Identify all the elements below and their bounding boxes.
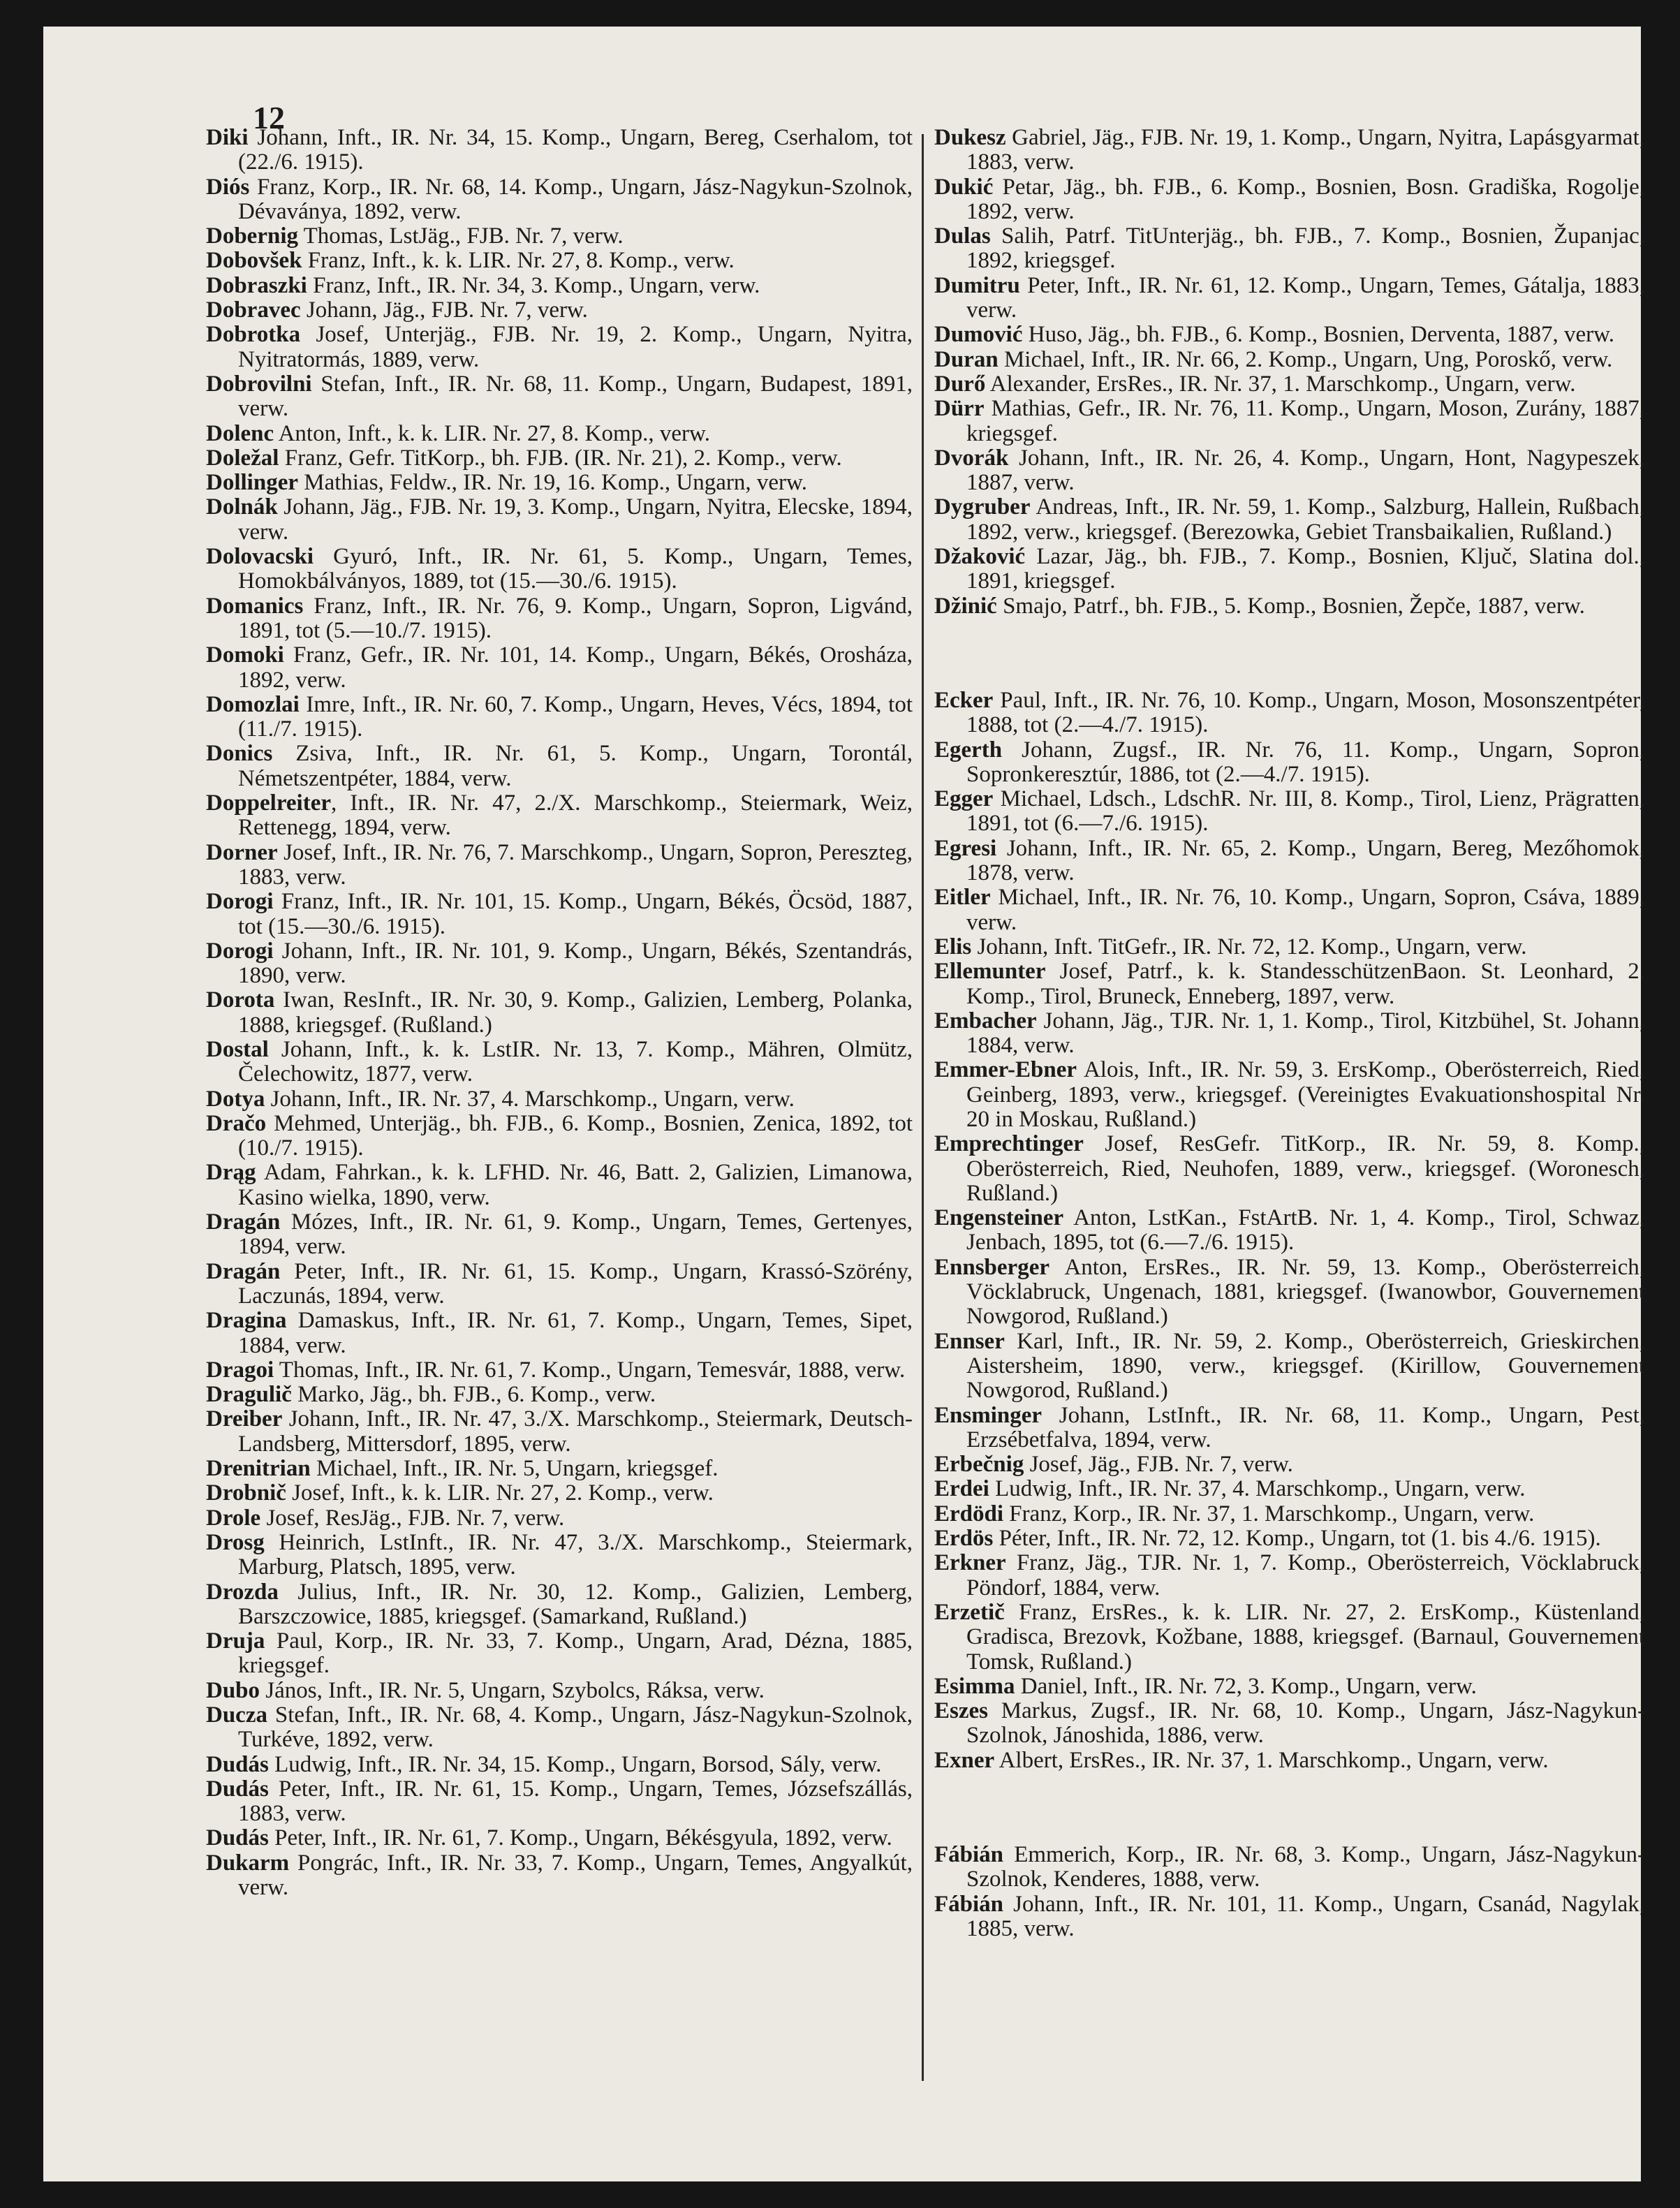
- entry-details: Iwan, ResInft., IR. Nr. 30, 9. Komp., Galizien, Lemberg, Polanka, 1888, kriegsgef. (Rußland.): [238, 987, 913, 1038]
- entry-details: Markus, Zugsf., IR. Nr. 68, 10. Komp., Ungarn, Jász-Nagykun-Szolnok, Jánoshida, 1886, verw.: [966, 1698, 1645, 1749]
- list-entry: [934, 1330, 1645, 1404]
- entry-details: Paul, Korp., IR. Nr. 33, 7. Komp., Ungarn, Arad, Dézna, 1885, kriegsgef.: [238, 1628, 913, 1679]
- entry-surname: Elis: [934, 934, 972, 959]
- list-entry: [934, 738, 1645, 788]
- entry-surname: Dubo: [206, 1677, 260, 1703]
- entry-surname: Dvorák: [934, 445, 1009, 471]
- entry-surname: Dudás: [206, 1751, 269, 1777]
- section-gap: [934, 619, 1645, 689]
- left-column: [206, 126, 913, 1900]
- list-entry: [206, 939, 913, 989]
- list-entry: [934, 1058, 1645, 1132]
- list-entry: [934, 885, 1645, 935]
- entry-details: Thomas, LstJäg., FJB. Nr. 7, verw.: [298, 223, 624, 249]
- entry-details: Michael, Inft., IR. Nr. 66, 2. Komp., Ungarn, Ung, Poroskő, verw.: [998, 346, 1613, 372]
- list-entry: [934, 1526, 1645, 1551]
- list-entry: [206, 1531, 913, 1580]
- entry-surname: Drąg: [206, 1160, 256, 1186]
- entry-surname: Eitler: [934, 885, 991, 911]
- entry-surname: Dygruber: [934, 494, 1031, 520]
- entry-details: Anton, ErsRes., IR. Nr. 59, 13. Komp., Oberösterreich, Vöcklabruck, Ungenach, 1881, kriegsgef. (Iwanowbor, Gouvernement Nowgorod, Rußland.): [966, 1254, 1645, 1330]
- list-entry: [206, 1777, 913, 1827]
- entry-details: Franz, Korp., IR. Nr. 68, 14. Komp., Ungarn, Jász-Nagykun-Szolnok, Dévaványa, 1892, verw.: [238, 174, 913, 224]
- entry-details: Peter, Inft., IR. Nr. 61, 7. Komp., Ungarn, Békésgyula, 1892, verw.: [268, 1825, 892, 1851]
- entry-surname: Erkner: [934, 1550, 1006, 1576]
- list-entry: [206, 1407, 913, 1457]
- entry-details: Petar, Jäg., bh. FJB., 6. Komp., Bosnien, Bosn. Gradiška, Rogolje, 1892, verw.: [966, 174, 1645, 224]
- list-entry: [206, 422, 913, 446]
- entry-details: Peter, Inft., IR. Nr. 61, 12. Komp., Ungarn, Temes, Gátalja, 1883, verw.: [966, 272, 1645, 323]
- entry-surname: Ellemunter: [934, 959, 1046, 985]
- list-entry: [934, 175, 1645, 225]
- list-entry: [206, 372, 913, 422]
- entry-details: Mehmed, Unterjäg., bh. FJB., 6. Komp., Bosnien, Zenica, 1892, tot (10./7. 1915).: [238, 1110, 913, 1161]
- entry-surname: Drozda: [206, 1579, 279, 1605]
- entry-surname: Dobravec: [206, 297, 301, 323]
- entry-details: Johann, Zugsf., IR. Nr. 76, 11. Komp., Ungarn, Sopron, Sopronkeresztúr, 1886, tot (2.—4./7. 1915).: [966, 737, 1645, 787]
- list-entry: [934, 348, 1645, 372]
- list-entry: [206, 1161, 913, 1210]
- entry-details: Franz, Korp., IR. Nr. 37, 1. Marschkomp., Ungarn, verw.: [1003, 1501, 1535, 1526]
- list-entry: [206, 1457, 913, 1481]
- entry-surname: Diós: [206, 174, 250, 200]
- entry-details: Franz, Gefr. TitKorp., bh. FJB. (IR. Nr. 21), 2. Komp., verw.: [279, 445, 842, 471]
- list-entry: [934, 446, 1645, 496]
- list-entry: [934, 1551, 1645, 1600]
- entry-details: Josef, ResGefr. TitKorp., IR. Nr. 59, 8. Komp., Oberösterreich, Ried, Neuhofen, 1889, verw., kriegsgef. (Woronesch, Rußland.): [966, 1131, 1645, 1206]
- entry-details: Johann, Inft., k. k. LstIR. Nr. 13, 7. Komp., Mähren, Olmütz, Čelechowitz, 1877, verw.: [238, 1036, 913, 1087]
- entry-details: Peter, Inft., IR. Nr. 61, 15. Komp., Ungarn, Temes, Józsefszállás, 1883, verw.: [238, 1776, 913, 1827]
- list-entry: [206, 742, 913, 791]
- entry-details: Josef, Patrf., k. k. StandesschützenBaon. St. Leonhard, 2. Komp., Tirol, Bruneck, Enneberg, 1897, verw.: [966, 959, 1645, 1009]
- entry-details: Franz, Inft., IR. Nr. 101, 15. Komp., Ungarn, Békés, Öcsöd, 1887, tot (15.—30./6. 1915).: [238, 889, 913, 939]
- list-entry: [206, 1506, 913, 1531]
- list-entry: [206, 791, 913, 841]
- entry-surname: Dumitru: [934, 272, 1020, 298]
- entry-details: Alois, Inft., IR. Nr. 59, 3. ErsKomp., Oberösterreich, Ried, Geinberg, 1893, verw., kriegsgef. (Vereinigtes Evakuationshospital Nr. 20 in Moskau, Rußland.): [966, 1057, 1645, 1132]
- entry-surname: Erbečnig: [934, 1452, 1024, 1478]
- entry-details: Josef, Unterjäg., FJB. Nr. 19, 2. Komp., Ungarn, Nyitra, Nyitratormás, 1889, verw.: [238, 322, 913, 372]
- list-entry: [934, 787, 1645, 837]
- entry-surname: Erdei: [934, 1476, 989, 1502]
- entry-surname: Dragán: [206, 1258, 281, 1284]
- entry-details: Andreas, Inft., IR. Nr. 59, 1. Komp., Salzburg, Hallein, Rußbach, 1892, verw., kriegsgef. (Berezowka, Gebiet Transbaikalien, Rußland.): [966, 494, 1645, 545]
- list-entry: [206, 841, 913, 890]
- list-entry: [206, 1309, 913, 1358]
- list-entry: [934, 545, 1645, 594]
- entry-surname: Fábián: [934, 1891, 1004, 1917]
- entry-surname: Dračo: [206, 1110, 267, 1136]
- entry-details: Huso, Jäg., bh. FJB., 6. Komp., Bosnien, Derventa, 1887, verw.: [1022, 322, 1615, 348]
- entry-surname: Dudás: [206, 1776, 269, 1802]
- entry-details: Johann, LstInft., IR. Nr. 68, 11. Komp., Ungarn, Pest, Erzsébetfalva, 1894, verw.: [966, 1402, 1645, 1452]
- right-column: [934, 126, 1645, 1941]
- page-number: 12: [253, 100, 285, 135]
- list-entry: [206, 323, 913, 372]
- list-entry: [206, 1358, 913, 1383]
- entry-surname: Dolnák: [206, 494, 278, 520]
- list-entry: [206, 175, 913, 225]
- list-entry: [934, 689, 1645, 738]
- entry-details: Johann, Inft., IR. Nr. 101, 11. Komp., Ungarn, Csanád, Nagylak, 1885, verw.: [966, 1891, 1645, 1941]
- entry-surname: Ecker: [934, 687, 994, 713]
- entry-surname: Dreiber: [206, 1406, 283, 1432]
- list-entry: [934, 1600, 1645, 1675]
- list-entry: [934, 935, 1645, 959]
- entry-details: Stefan, Inft., IR. Nr. 68, 11. Komp., Ungarn, Budapest, 1891, verw.: [238, 371, 913, 422]
- entry-surname: Egresi: [934, 835, 997, 861]
- entry-details: Alexander, ErsRes., IR. Nr. 37, 1. Marschkomp., Ungarn, verw.: [985, 371, 1576, 397]
- list-entry: [206, 988, 913, 1038]
- entry-surname: Durő: [934, 371, 986, 397]
- entry-details: Thomas, Inft., IR. Nr. 61, 7. Komp., Ungarn, Temesvár, 1888, verw.: [274, 1357, 906, 1383]
- list-entry: [206, 224, 913, 249]
- entry-details: Franz, Gefr., IR. Nr. 101, 14. Komp., Ungarn, Békés, Orosháza, 1892, verw.: [238, 642, 913, 693]
- list-entry: [934, 1132, 1645, 1206]
- entry-surname: Esimma: [934, 1673, 1015, 1699]
- list-entry: [934, 274, 1645, 323]
- entry-surname: Erdös: [934, 1526, 994, 1552]
- entry-details: Albert, ErsRes., IR. Nr. 37, 1. Marschkomp., Ungarn, verw.: [994, 1747, 1549, 1773]
- entry-details: Pongrác, Inft., IR. Nr. 33, 7. Komp., Ungarn, Temes, Angyalkút, verw.: [238, 1850, 913, 1901]
- entry-details: Anton, LstKan., FstArtB. Nr. 1, 4. Komp., Tirol, Schwaz, Jenbach, 1895, tot (6.—7./6. 1915).: [966, 1205, 1645, 1256]
- entry-details: Stefan, Inft., IR. Nr. 68, 4. Komp., Ungarn, Jász-Nagykun-Szolnok, Turkéve, 1892, verw.: [238, 1702, 913, 1753]
- list-entry: [934, 594, 1645, 619]
- entry-details: Péter, Inft., IR. Nr. 72, 12. Komp., Ungarn, tot (1. bis 4./6. 1915).: [993, 1526, 1601, 1552]
- list-entry: [206, 298, 913, 323]
- list-entry: [934, 1256, 1645, 1330]
- list-entry: [206, 1481, 913, 1506]
- entry-surname: Duran: [934, 346, 999, 372]
- list-entry: [206, 1260, 913, 1309]
- list-entry: [934, 959, 1645, 1009]
- entry-details: Imre, Inft., IR. Nr. 60, 7. Komp., Ungarn, Heves, Vécs, 1894, tot (11./7. 1915).: [238, 691, 913, 742]
- list-entry: [206, 1629, 913, 1679]
- entry-surname: Doppelreiter: [206, 790, 332, 816]
- entry-surname: Emmer-Ebner: [934, 1057, 1077, 1083]
- entry-surname: Emprechtinger: [934, 1131, 1084, 1157]
- list-entry: [934, 1675, 1645, 1699]
- entry-details: Johann, Inft., IR. Nr. 34, 15. Komp., Ungarn, Bereg, Cserhalom, tot (22./6. 1915).: [238, 125, 913, 175]
- list-entry: [934, 372, 1645, 397]
- entry-surname: Ennser: [934, 1328, 1005, 1354]
- entry-details: Adam, Fahrkan., k. k. LFHD. Nr. 46, Batt. 2, Galizien, Limanowa, Kasino wielka, 1890, verw.: [238, 1160, 913, 1210]
- entry-details: Paul, Inft., IR. Nr. 76, 10. Komp., Ungarn, Moson, Mosonszentpéter, 1888, tot (2.—4./7. 1915).: [966, 687, 1645, 738]
- entry-details: Ludwig, Inft., IR. Nr. 37, 4. Marschkomp., Ungarn, verw.: [989, 1476, 1526, 1502]
- entry-surname: Dostal: [206, 1036, 269, 1062]
- entry-surname: Džinić: [934, 593, 997, 619]
- entry-surname: Dragoi: [206, 1357, 274, 1383]
- entry-surname: Dumović: [934, 322, 1023, 348]
- entry-details: Marko, Jäg., bh. FJB., 6. Komp., verw.: [291, 1382, 656, 1408]
- entry-surname: Drenitrian: [206, 1456, 311, 1482]
- entry-surname: Dobrotka: [206, 322, 301, 348]
- list-entry: [206, 1038, 913, 1087]
- entry-surname: Doležal: [206, 445, 279, 471]
- entry-surname: Fábián: [934, 1842, 1004, 1867]
- list-entry: [934, 1843, 1645, 1892]
- entry-details: Damaskus, Inft., IR. Nr. 61, 7. Komp., Ungarn, Temes, Sipet, 1884, verw.: [238, 1308, 913, 1358]
- entry-surname: Erzetič: [934, 1599, 1005, 1625]
- entry-surname: Domozlai: [206, 691, 300, 717]
- entry-surname: Dukić: [934, 174, 994, 200]
- entry-surname: Dukesz: [934, 125, 1006, 150]
- list-entry: [206, 1210, 913, 1260]
- entry-details: Emmerich, Korp., IR. Nr. 68, 3. Komp., Ungarn, Jász-Nagykun-Szolnok, Kenderes, 1888, verw.: [966, 1842, 1645, 1892]
- entry-surname: Dorner: [206, 839, 278, 865]
- entry-details: Johann, Jäg., TJR. Nr. 1, 1. Komp., Tirol, Kitzbühel, St. Johann, 1884, verw.: [966, 1008, 1645, 1059]
- list-entry: [206, 495, 913, 545]
- entry-details: Johann, Inft., IR. Nr. 47, 3./X. Marschkomp., Steiermark, Deutsch-Landsberg, Mittersdorf, 1895, verw.: [238, 1406, 913, 1457]
- entry-details: Johann, Jäg., FJB. Nr. 7, verw.: [300, 297, 588, 323]
- entry-details: Lazar, Jäg., bh. FJB., 7. Komp., Bosnien, Ključ, Slatina dol., 1891, kriegsgef.: [966, 544, 1645, 594]
- list-entry: [206, 643, 913, 693]
- list-entry: [206, 1826, 913, 1850]
- entry-surname: Dragulič: [206, 1382, 292, 1408]
- entry-details: Zsiva, Inft., IR. Nr. 61, 5. Komp., Ungarn, Torontál, Németszentpéter, 1884, verw.: [238, 741, 913, 791]
- entry-surname: Engensteiner: [934, 1205, 1064, 1231]
- entry-surname: Džaković: [934, 544, 1026, 570]
- entry-surname: Dobernig: [206, 223, 298, 249]
- entry-details: Franz, Inft., IR. Nr. 34, 3. Komp., Ungarn, verw.: [307, 272, 760, 298]
- entry-details: Josef, ResJäg., FJB. Nr. 7, verw.: [260, 1505, 565, 1531]
- entry-details: Mathias, Feldw., IR. Nr. 19, 16. Komp., Ungarn, verw.: [297, 470, 807, 496]
- list-entry: [206, 1580, 913, 1630]
- entry-details: Mathias, Gefr., IR. Nr. 76, 11. Komp., Ungarn, Moson, Zurány, 1887, kriegsgef.: [966, 396, 1645, 446]
- entry-surname: Dorota: [206, 987, 275, 1013]
- entry-surname: Ennsberger: [934, 1254, 1049, 1280]
- list-entry: [934, 1477, 1645, 1501]
- entry-details: Daniel, Inft., IR. Nr. 72, 3. Komp., Ungarn, verw.: [1015, 1673, 1477, 1699]
- entry-details: Peter, Inft., IR. Nr. 61, 15. Komp., Ungarn, Krassó-Szörény, Laczunás, 1894, verw.: [238, 1258, 913, 1309]
- entry-details: Johann, Inft. TitGefr., IR. Nr. 72, 12. Komp., Ungarn, verw.: [971, 934, 1527, 959]
- entry-surname: Dolovacski: [206, 544, 314, 570]
- entry-details: Michael, Inft., IR. Nr. 76, 10. Komp., Ungarn, Sopron, Csáva, 1889, verw.: [966, 885, 1645, 935]
- entry-surname: Erdödi: [934, 1501, 1004, 1526]
- list-entry: [934, 1206, 1645, 1256]
- entry-surname: Egger: [934, 786, 994, 812]
- entry-details: Johann, Inft., IR. Nr. 37, 4. Marschkomp., Ungarn, verw.: [265, 1086, 795, 1112]
- list-entry: [206, 1112, 913, 1161]
- entry-details: Michael, Ldsch., LdschR. Nr. III, 8. Komp., Tirol, Lienz, Prägratten, 1891, tot (6.—7./6. 1915).: [966, 786, 1645, 837]
- entry-surname: Drobnič: [206, 1480, 286, 1506]
- entry-details: Franz, ErsRes., k. k. LIR. Nr. 27, 2. ErsKomp., Küstenland, Gradisca, Brezovk, Kožbane, 1888, kriegsgef. (Barnaul, Gouvernement Tomsk, Rußland.): [966, 1599, 1645, 1675]
- entry-surname: Domoki: [206, 642, 284, 668]
- list-entry: [934, 837, 1645, 886]
- entry-details: Franz, Jäg., TJR. Nr. 1, 7. Komp., Oberösterreich, Vöcklabruck, Pöndorf, 1884, verw.: [966, 1550, 1645, 1600]
- column-divider: [922, 134, 924, 2081]
- list-entry: [206, 1679, 913, 1703]
- list-entry: [206, 1851, 913, 1901]
- list-entry: [206, 1703, 913, 1753]
- entry-details: Josef, Jäg., FJB. Nr. 7, verw.: [1024, 1452, 1293, 1478]
- entry-surname: Dobrovilni: [206, 371, 312, 397]
- entry-surname: Dorogi: [206, 889, 274, 915]
- entry-details: Michael, Inft., IR. Nr. 5, Ungarn, kriegsgef.: [310, 1456, 719, 1482]
- entry-details: Gabriel, Jäg., FJB. Nr. 19, 1. Komp., Ungarn, Nyitra, Lapásgyarmat, 1883, verw.: [966, 125, 1645, 175]
- entry-surname: Dobovšek: [206, 248, 302, 274]
- list-entry: [206, 446, 913, 471]
- list-entry: [206, 249, 913, 273]
- entry-surname: Dragina: [206, 1308, 287, 1334]
- entry-surname: Dukarm: [206, 1850, 290, 1876]
- entry-details: Gyuró, Inft., IR. Nr. 61, 5. Komp., Ungarn, Temes, Homokbálványos, 1889, tot (15.—30./6. 1915).: [238, 544, 913, 594]
- entry-surname: Dulas: [934, 223, 991, 249]
- entry-surname: Drole: [206, 1505, 261, 1531]
- list-entry: [934, 1452, 1645, 1477]
- list-entry: [206, 126, 913, 175]
- entry-details: Franz, Inft., IR. Nr. 76, 9. Komp., Ungarn, Sopron, Ligvánd, 1891, tot (5.—10./7. 1915).: [238, 593, 913, 643]
- list-entry: [206, 1753, 913, 1777]
- entry-surname: Exner: [934, 1747, 995, 1773]
- entry-details: Josef, Inft., k. k. LIR. Nr. 27, 2. Komp., verw.: [286, 1480, 714, 1506]
- entry-details: Johann, Inft., IR. Nr. 65, 2. Komp., Ungarn, Bereg, Mezőhomok, 1878, verw.: [966, 835, 1645, 886]
- entry-details: János, Inft., IR. Nr. 5, Ungarn, Szybolcs, Ráksa, verw.: [260, 1677, 765, 1703]
- list-entry: [934, 126, 1645, 175]
- entry-surname: Diki: [206, 125, 249, 150]
- entry-surname: Eszes: [934, 1698, 988, 1724]
- entry-surname: Ducza: [206, 1702, 267, 1728]
- entry-details: Karl, Inft., IR. Nr. 59, 2. Komp., Oberösterreich, Grieskirchen, Aistersheim, 1890, verw., kriegsgef. (Kirillow, Gouvernement Nowgorod, Rußland.): [966, 1328, 1645, 1404]
- entry-details: Ludwig, Inft., IR. Nr. 34, 15. Komp., Ungarn, Borsod, Sály, verw.: [268, 1751, 882, 1777]
- entry-surname: Dürr: [934, 396, 985, 422]
- list-entry: [934, 495, 1645, 545]
- list-entry: [206, 545, 913, 594]
- entry-details: Smajo, Patrf., bh. FJB., 5. Komp., Bosnien, Žepče, 1887, verw.: [996, 593, 1585, 619]
- list-entry: [934, 1404, 1645, 1453]
- entry-surname: Domanics: [206, 593, 304, 619]
- entry-surname: Druja: [206, 1628, 265, 1654]
- entry-details: Mózes, Inft., IR. Nr. 61, 9. Komp., Ungarn, Temes, Gertenyes, 1894, verw.: [238, 1209, 913, 1260]
- list-entry: [206, 1087, 913, 1112]
- entry-details: Johann, Inft., IR. Nr. 101, 9. Komp., Ungarn, Békés, Szentandrás, 1890, verw.: [238, 938, 913, 989]
- list-entry: [934, 1502, 1645, 1526]
- entry-details: Heinrich, LstInft., IR. Nr. 47, 3./X. Marschkomp., Steiermark, Marburg, Platsch, 1895, verw.: [238, 1529, 913, 1580]
- list-entry: [206, 471, 913, 495]
- entry-surname: Embacher: [934, 1008, 1037, 1033]
- list-entry: [206, 594, 913, 644]
- entry-details: , Inft., IR. Nr. 47, 2./X. Marschkomp., Steiermark, Weiz, Rettenegg, 1894, verw.: [238, 790, 913, 841]
- entry-details: Johann, Jäg., FJB. Nr. 19, 3. Komp., Ungarn, Nyitra, Elecske, 1894, verw.: [238, 494, 913, 545]
- entry-surname: Dudás: [206, 1825, 269, 1851]
- entry-surname: Dolenc: [206, 420, 274, 446]
- list-entry: [934, 1749, 1645, 1773]
- entry-surname: Dotya: [206, 1086, 265, 1112]
- list-entry: [934, 1699, 1645, 1749]
- entry-surname: Donics: [206, 741, 273, 767]
- list-entry: [206, 274, 913, 298]
- entry-surname: Dragán: [206, 1209, 281, 1235]
- list-entry: [206, 890, 913, 939]
- entry-details: Julius, Inft., IR. Nr. 30, 12. Komp., Galizien, Lemberg, Barszczowice, 1885, kriegsgef. (Samarkand, Rußland.): [238, 1579, 913, 1629]
- entry-details: Salih, Patrf. TitUnterjäg., bh. FJB., 7. Komp., Bosnien, Županjac, 1892, kriegsgef.: [966, 223, 1645, 274]
- list-entry: [934, 1009, 1645, 1059]
- entry-surname: Egerth: [934, 737, 1003, 763]
- list-entry: [934, 1892, 1645, 1942]
- list-entry: [206, 693, 913, 742]
- entry-details: Anton, Inft., k. k. LIR. Nr. 27, 8. Komp., verw.: [274, 420, 710, 446]
- entry-details: Josef, Inft., IR. Nr. 76, 7. Marschkomp., Ungarn, Sopron, Pereszteg, 1883, verw.: [238, 839, 913, 890]
- entry-surname: Drosg: [206, 1529, 265, 1555]
- entry-surname: Dollinger: [206, 470, 298, 496]
- list-entry: [934, 397, 1645, 446]
- list-entry: [206, 1383, 913, 1407]
- entry-details: Franz, Inft., k. k. LIR. Nr. 27, 8. Komp., verw.: [302, 248, 735, 274]
- list-entry: [934, 323, 1645, 347]
- section-gap: [934, 1773, 1645, 1843]
- entry-surname: Dorogi: [206, 938, 274, 964]
- entry-surname: Dobraszki: [206, 272, 307, 298]
- list-entry: [934, 224, 1645, 274]
- entry-details: Johann, Inft., IR. Nr. 26, 4. Komp., Ungarn, Hont, Nagypeszek, 1887, verw.: [966, 445, 1645, 496]
- entry-surname: Ensminger: [934, 1402, 1042, 1428]
